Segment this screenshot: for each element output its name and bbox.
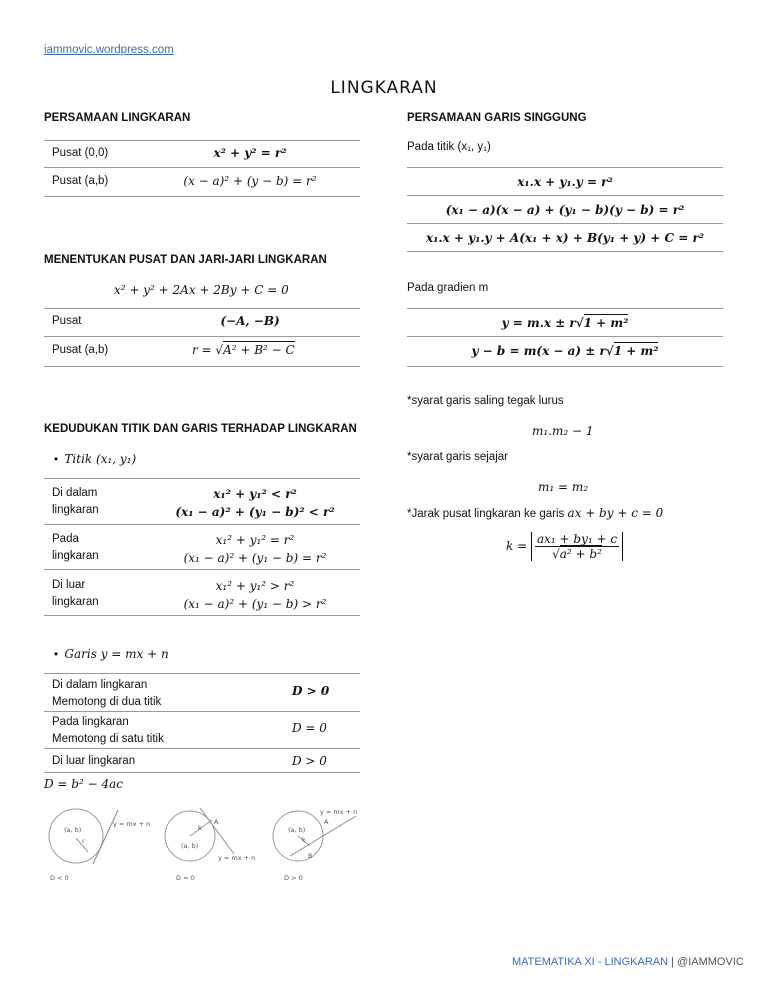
rule [44,336,360,337]
svg-text:y = mx + n: y = mx + n [113,820,151,828]
general-equation: x² + y² + 2Ax + 2By + C = 0 [114,283,289,297]
section-heading-kedudukan: KEDUDUKAN TITIK DAN GARIS TERHADAP LINGKARAN [44,423,357,435]
perpendicular-equation: m₁.m₂ − 1 [532,424,594,438]
gradient-eq-1: y = m.x ± r√1 + m² [501,316,629,330]
section-heading-garis-singgung: PERSAMAAN GARIS SINGGUNG [407,112,587,124]
row-equation: D > 0 [292,684,330,698]
site-link[interactable]: iammovic.wordpress.com [44,44,174,56]
rule [44,748,360,749]
rule [44,524,360,525]
svg-text:D = 0: D = 0 [176,874,195,882]
footer: MATEMATIKA XI - LINGKARAN | @IAMMOVIC [512,956,744,968]
row-equation: (x − a)² + (y − b) = r² [183,174,317,188]
distance-equation: k = $\frac{\text{ax₁ + by₁ + c}}{\text{√a² + b²}}$ [506,532,623,561]
row-equation: D = 0 [292,721,327,735]
row-equation: x₁² + y₁² > r² (x₁ − a)² + (y₁ − b) > r² [183,579,327,611]
row-equation: x₁² + y₁² < r² (x₁ − a)² + (y₁ − b)² < r² [175,487,335,519]
tangent-eq-2: (x₁ − a)(x − a) + (y₁ − b)(y − b) = r² [445,203,685,217]
rule [44,167,360,168]
section-heading-menentukan: MENENTUKAN PUSAT DAN JARI-JARI LINGKARAN [44,254,327,266]
row-equation: (−A, −B) [220,314,280,328]
note-distance: *Jarak pusat lingkaran ke garis ax + by + c = 0 [407,506,664,520]
rule [44,478,360,479]
svg-text:y = mx + n: y = mx + n [320,808,358,816]
row-equation: D > 0 [292,754,327,768]
rule [407,366,723,367]
tangent-eq-3: x₁.x + y₁.y + A(x₁ + x) + B(y₁ + y) + C = r² [425,231,705,245]
rule [44,196,360,197]
svg-text:(a, b): (a, b) [64,826,82,834]
rule [44,140,360,141]
rule [44,615,360,616]
rule [407,167,723,168]
at-point-label: Pada titik (x₁, y₁) [407,141,491,153]
svg-text:k: k [302,836,306,844]
svg-text:y = mx + n: y = mx + n [218,854,256,862]
rule [407,195,723,196]
row-label: Pusat [52,315,82,327]
svg-text:(a, b): (a, b) [288,826,306,834]
tangent-eq-1: x₁.x + y₁.y = r² [517,175,613,189]
svg-text:k: k [198,824,202,832]
rule [44,569,360,570]
row-label: Di luar lingkaran [52,579,99,608]
parallel-equation: m₁ = m₂ [538,480,589,494]
rule [407,251,723,252]
note-perpendicular: *syarat garis saling tegak lurus [407,395,564,407]
row-label: Di dalam lingkaran [52,487,99,516]
rule [407,308,723,309]
at-gradient-label: Pada gradien m [407,282,489,294]
row-label: Pada lingkaran Memotong di satu titik [52,716,164,745]
diagram-d-greater-0 [273,808,357,882]
svg-text:D < 0: D < 0 [50,874,69,882]
page-title: LINGKARAN [330,78,438,98]
rule [44,308,360,309]
svg-text:(a, b): (a, b) [181,842,199,850]
diagram-d-equal-0 [165,808,255,882]
svg-text:A: A [214,818,219,826]
row-label: Pusat (a,b) [52,344,109,356]
row-equation: x₁² + y₁² = r² (x₁ − a)² + (y₁ − b) = r² [183,533,327,565]
rule [44,772,360,773]
bullet-titik: • Titik (x₁, y₁) [54,452,137,466]
svg-text:A: A [324,818,329,826]
section-heading-persamaan: PERSAMAAN LINGKARAN [44,112,191,124]
radius-equation: r = √A² + B² − C [192,343,295,357]
rule [44,711,360,712]
bullet-garis: • Garis y = mx + n [54,647,169,661]
rule [44,673,360,674]
rule [44,366,360,367]
note-parallel: *syarat garis sejajar [407,451,508,463]
position-diagrams [40,806,370,888]
svg-text:B: B [308,852,313,860]
row-label: Pada lingkaran [52,533,99,562]
row-equation: x² + y² = r² [213,146,287,160]
diagram-d-less-0 [49,809,150,882]
row-label: Di luar lingkaran [52,755,136,767]
row-label: Pusat (a,b) [52,175,109,187]
rule [407,336,723,337]
discriminant: D = b² − 4ac [44,777,123,791]
rule [407,223,723,224]
gradient-eq-2: y − b = m(x − a) ± r√1 + m² [471,344,659,358]
row-label: Pusat (0,0) [52,147,109,159]
svg-text:D > 0: D > 0 [284,874,303,882]
row-label: Di dalam lingkaran Memotong di dua titik [52,679,162,708]
svg-text:r: r [82,837,85,845]
